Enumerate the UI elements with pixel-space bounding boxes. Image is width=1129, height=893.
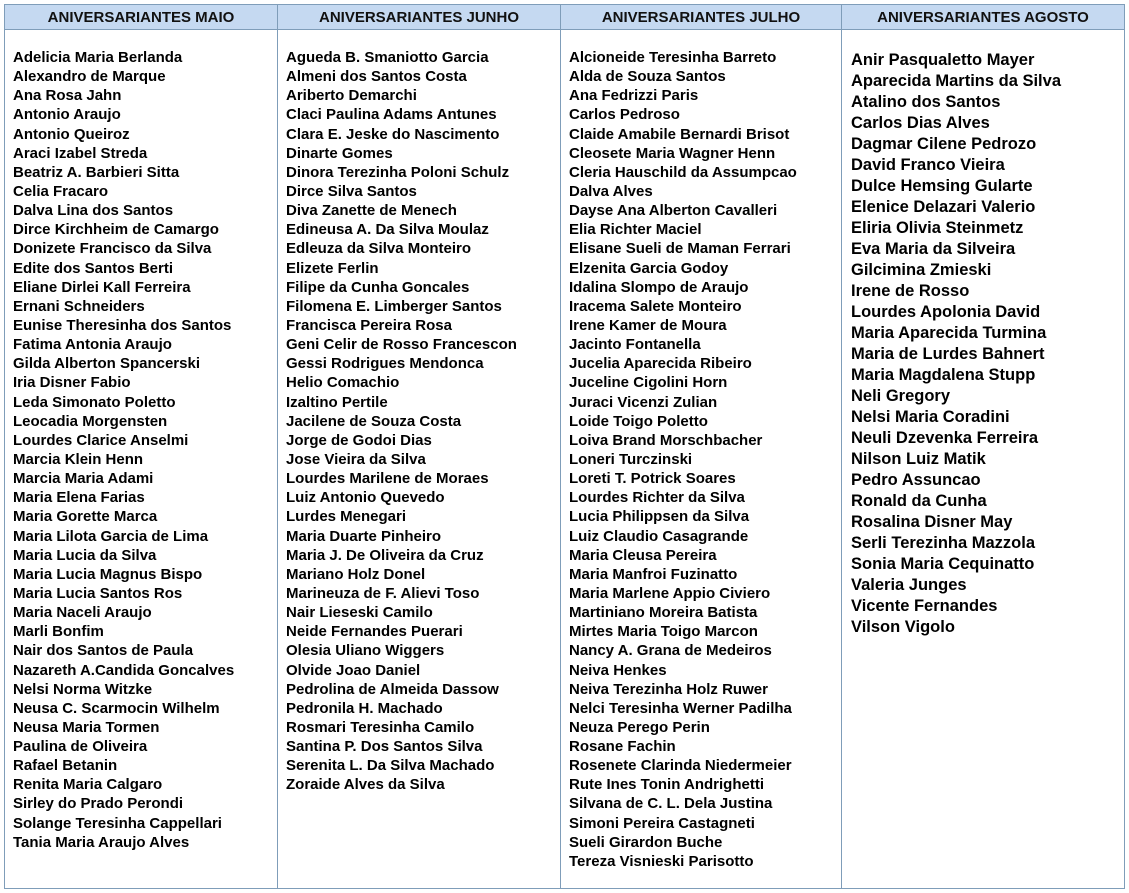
list-item: Neli Gregory [851, 387, 951, 405]
list-item: Eliria Olivia Steinmetz [851, 219, 1024, 237]
list-item: Beatriz A. Barbieri Sitta [13, 163, 180, 181]
list-item: Marcia Klein Henn [13, 450, 144, 468]
list-item: Rosalina Disner May [851, 513, 1013, 531]
list-item: Neuza Perego Perin [569, 718, 710, 736]
list-item: Dinora Terezinha Poloni Schulz [286, 163, 510, 181]
list-item: Lucia Philippsen da Silva [569, 508, 750, 526]
list-item: Paulina de Oliveira [13, 738, 148, 756]
list-item: Mariano Holz Donel [286, 565, 426, 583]
list-item: Neiva Terezinha Holz Ruwer [569, 680, 768, 698]
list-item: Maria Marlene Appio Civiero [569, 584, 771, 602]
name-list-junho [278, 30, 560, 794]
list-item: Santina P. Dos Santos Silva [286, 738, 483, 756]
list-item: Atalino dos Santos [851, 93, 1001, 111]
list-item: Maria Duarte Pinheiro [286, 527, 442, 545]
list-item: Rafael Betanin [13, 757, 118, 775]
list-item: Pedro Assuncao [851, 471, 981, 489]
list-item: Neuli Dzevenka Ferreira [851, 429, 1039, 447]
list-item: Lourdes Clarice Anselmi [13, 431, 189, 449]
list-item: Elenice Delazari Valerio [851, 198, 1036, 216]
list-item: Edite dos Santos Berti [13, 259, 174, 277]
list-item: Jucelia Aparecida Ribeiro [569, 355, 752, 373]
list-item: Leda Simonato Poletto [13, 393, 176, 411]
list-item: Elisane Sueli de Maman Ferrari [569, 240, 791, 258]
list-item: Neusa Maria Tormen [13, 718, 160, 736]
list-item: Rosmari Teresinha Camilo [286, 718, 475, 736]
list-item: Alda de Souza Santos [569, 68, 726, 86]
list-item: Leocadia Morgensten [13, 412, 168, 430]
list-item: Idalina Slompo de Araujo [569, 278, 749, 296]
list-item: Maria Elena Farias [13, 489, 145, 507]
list-item: Irene Kamer de Moura [569, 316, 727, 334]
list-item: Ana Fedrizzi Paris [569, 87, 699, 105]
list-item: Lourdes Apolonia David [851, 303, 1041, 321]
list-item: Dayse Ana Alberton Cavalleri [569, 202, 778, 220]
list-item: Sirley do Prado Perondi [13, 795, 184, 813]
list-item: Gilcimina Zmieski [851, 261, 992, 279]
list-item: Antonio Queiroz [13, 125, 130, 143]
list-item: Zoraide Alves da Silva [286, 776, 445, 794]
list-item: Dulce Hemsing Gularte [851, 177, 1033, 195]
list-item: Geni Celir de Rosso Francescon [286, 336, 517, 354]
list-item: Maria de Lurdes Bahnert [851, 345, 1045, 363]
list-item: Diva Zanette de Menech [286, 202, 457, 220]
list-item: Olvide Joao Daniel [286, 661, 421, 679]
list-item: Nazareth A.Candida Goncalves [13, 661, 235, 679]
list-item: Marineuza de F. Alievi Toso [286, 584, 480, 602]
list-item: Lurdes Menegari [286, 508, 407, 526]
list-item: Serenita L. Da Silva Machado [286, 757, 495, 775]
list-item: Gessi Rodrigues Mendonca [286, 355, 484, 373]
list-item: Eliane Dirlei Kall Ferreira [13, 278, 191, 296]
list-item: Luiz Antonio Quevedo [286, 489, 445, 507]
list-item: Jacilene de Souza Costa [286, 412, 462, 430]
list-item: Maria Lucia da Silva [13, 546, 157, 564]
list-item: Agueda B. Smaniotto Garcia [286, 49, 489, 66]
list-item: Silvana de C. L. Dela Justina [569, 795, 773, 813]
list-item: Pedrolina de Almeida Dassow [286, 680, 499, 698]
list-item: Ana Rosa Jahn [13, 87, 122, 105]
list-item: Araci Izabel Streda [13, 144, 148, 162]
column-junho [278, 30, 561, 889]
list-item: Cleosete Maria Wagner Henn [569, 144, 776, 162]
list-item: Nelsi Maria Coradini [851, 408, 1010, 426]
column-maio [5, 30, 278, 889]
list-item: Donizete Francisco da Silva [13, 240, 212, 258]
list-item: David Franco Vieira [851, 156, 1005, 174]
list-item: Lourdes Richter da Silva [569, 489, 745, 507]
list-item: Nancy A. Grana de Medeiros [569, 642, 772, 660]
list-item: Celia Fracaro [13, 182, 109, 200]
list-item: Marli Bonfim [13, 623, 104, 641]
list-item: Rute Ines Tonin Andrighetti [569, 776, 764, 794]
list-item: Loreti T. Potrick Soares [569, 470, 736, 488]
list-item: Maria Cleusa Pereira [569, 546, 717, 564]
list-item: Vilson Vigolo [851, 618, 955, 636]
list-item: Mirtes Maria Toigo Marcon [569, 623, 758, 641]
list-item: Neiva Henkes [569, 661, 667, 679]
list-item: Nilson Luiz Matik [851, 450, 986, 468]
name-list-agosto [842, 30, 1124, 638]
list-item: Alexandro de Marque [13, 68, 166, 86]
list-item: Fatima Antonia Araujo [13, 336, 172, 354]
header-maio: ANIVERSARIANTES MAIO [5, 5, 278, 30]
names-row [5, 30, 1125, 889]
list-item: Rosenete Clarinda Niedermeier [569, 757, 792, 775]
list-item: Simoni Pereira Castagneti [569, 814, 755, 832]
list-item: Dinarte Gomes [286, 144, 393, 162]
list-item: Francisca Pereira Rosa [286, 316, 452, 334]
list-item: Maria Lucia Santos Ros [13, 584, 183, 602]
list-item: Marcia Maria Adami [13, 470, 154, 488]
list-item: Jorge de Godoi Dias [286, 431, 432, 449]
list-item: Alcioneide Teresinha Barreto [569, 49, 777, 66]
list-item: Aparecida Martins da Silva [851, 72, 1061, 90]
list-item: Juraci Vicenzi Zulian [569, 393, 718, 411]
list-item: Anir Pasqualetto Mayer [851, 51, 1035, 69]
list-item: Loneri Turczinski [569, 450, 693, 468]
list-item: Maria Lilota Garcia de Lima [13, 527, 209, 545]
list-item: Elzenita Garcia Godoy [569, 259, 729, 277]
list-item: Maria Manfroi Fuzinatto [569, 565, 738, 583]
header-agosto: ANIVERSARIANTES AGOSTO [842, 5, 1125, 30]
list-item: Ronald da Cunha [851, 492, 987, 510]
header-julho: ANIVERSARIANTES JULHO [561, 5, 842, 30]
column-julho [561, 30, 842, 889]
list-item: Iria Disner Fabio [13, 374, 131, 392]
list-item: Eunise Theresinha dos Santos [13, 316, 232, 334]
list-item: Rosane Fachin [569, 738, 676, 756]
list-item: Antonio Araujo [13, 106, 121, 124]
list-item: Jose Vieira da Silva [286, 450, 426, 468]
list-item: Loiva Brand Morschbacher [569, 431, 763, 449]
list-item: Neusa C. Scarmocin Wilhelm [13, 699, 220, 717]
list-item: Tania Maria Araujo Alves [13, 833, 190, 851]
list-item: Loide Toigo Poletto [569, 412, 708, 430]
list-item: Nelsi Norma Witzke [13, 680, 153, 698]
list-item: Adelicia Maria Berlanda [13, 49, 183, 66]
header-junho: ANIVERSARIANTES JUNHO [278, 5, 561, 30]
list-item: Edineusa A. Da Silva Moulaz [286, 221, 489, 239]
list-item: Cleria Hauschild da Assumpcao [569, 163, 797, 181]
list-item: Neide Fernandes Puerari [286, 623, 463, 641]
list-item: Maria Aparecida Turmina [851, 324, 1047, 342]
list-item: Elizete Ferlin [286, 259, 379, 277]
list-item: Juceline Cigolini Horn [569, 374, 728, 392]
list-item: Nelci Teresinha Werner Padilha [569, 699, 792, 717]
name-list-maio [5, 30, 277, 852]
list-item: Carlos Pedroso [569, 106, 680, 124]
list-item: Martiniano Moreira Batista [569, 604, 758, 622]
list-item: Dirce Kirchheim de Camargo [13, 221, 219, 239]
list-item: Lourdes Marilene de Moraes [286, 470, 489, 488]
list-item: Eva Maria da Silveira [851, 240, 1016, 258]
list-item: Clara E. Jeske do Nascimento [286, 125, 500, 143]
list-item: Maria Magdalena Stupp [851, 366, 1036, 384]
list-item: Ernani Schneiders [13, 297, 145, 315]
name-list-julho [561, 30, 841, 871]
column-agosto [842, 30, 1125, 889]
list-item: Filomena E. Limberger Santos [286, 297, 502, 315]
list-item: Valeria Junges [851, 576, 967, 594]
list-item: Sonia Maria Cequinatto [851, 555, 1035, 573]
list-item: Pedronila H. Machado [286, 699, 443, 717]
list-item: Maria Lucia Magnus Bispo [13, 565, 203, 583]
list-item: Helio Comachio [286, 374, 400, 392]
list-item: Jacinto Fontanella [569, 336, 701, 354]
list-item: Maria J. De Oliveira da Cruz [286, 546, 484, 564]
list-item: Almeni dos Santos Costa [286, 68, 467, 86]
list-item: Dirce Silva Santos [286, 182, 417, 200]
list-item: Gilda Alberton Spancerski [13, 355, 200, 373]
list-item: Claide Amabile Bernardi Brisot [569, 125, 790, 143]
list-item: Ariberto Demarchi [286, 87, 417, 105]
list-item: Sueli Girardon Buche [569, 833, 723, 851]
list-item: Filipe da Cunha Goncales [286, 278, 470, 296]
list-item: Claci Paulina Adams Antunes [286, 106, 497, 124]
list-item: Solange Teresinha Cappellari [13, 814, 222, 832]
list-item: Irene de Rosso [851, 282, 970, 300]
birthday-table [4, 4, 1125, 889]
list-item: Elia Richter Maciel [569, 221, 702, 239]
list-item: Carlos Dias Alves [851, 114, 990, 132]
header-row [5, 5, 1125, 30]
list-item: Maria Gorette Marca [13, 508, 158, 526]
list-item: Dagmar Cilene Pedrozo [851, 135, 1037, 153]
list-item: Luiz Claudio Casagrande [569, 527, 749, 545]
list-item: Tereza Visnieski Parisotto [569, 852, 754, 870]
list-item: Renita Maria Calgaro [13, 776, 163, 794]
list-item: Dalva Lina dos Santos [13, 202, 174, 220]
list-item: Serli Terezinha Mazzola [851, 534, 1035, 552]
list-item: Dalva Alves [569, 182, 653, 200]
list-item: Maria Naceli Araujo [13, 604, 152, 622]
list-item: Nair Lieseski Camilo [286, 604, 433, 622]
list-item: Iracema Salete Monteiro [569, 297, 742, 315]
list-item: Olesia Uliano Wiggers [286, 642, 445, 660]
list-item: Izaltino Pertile [286, 393, 388, 411]
list-item: Nair dos Santos de Paula [13, 642, 194, 660]
list-item: Edleuza da Silva Monteiro [286, 240, 472, 258]
list-item: Vicente Fernandes [851, 597, 998, 615]
